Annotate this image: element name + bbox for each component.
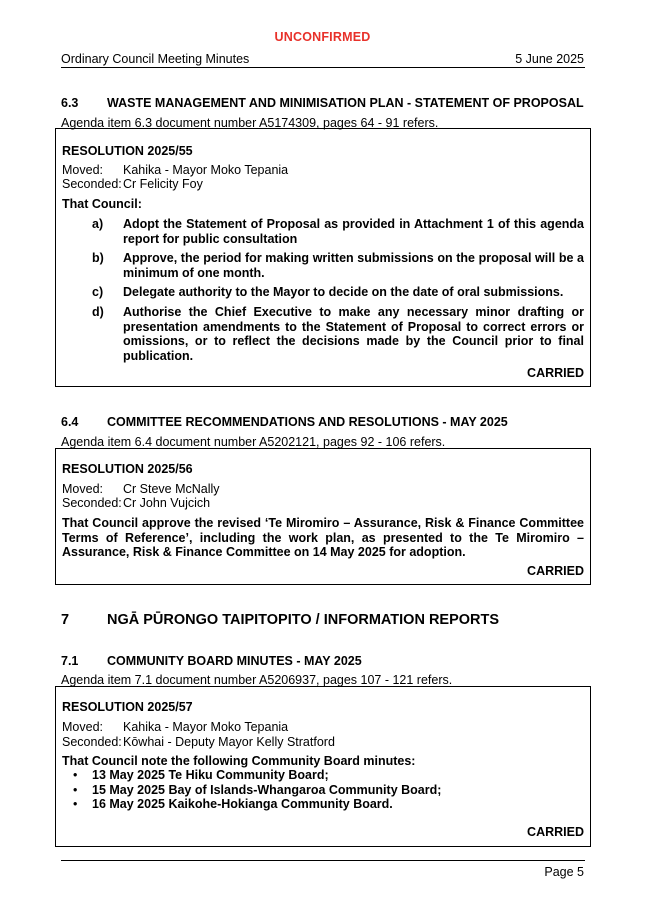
section-6-4-number: 6.4	[61, 415, 79, 429]
list-item-letter: b)	[92, 251, 104, 265]
resolution-2025-55-title: RESOLUTION 2025/55	[62, 144, 193, 158]
list-item-text: Delegate authority to the Mayor to decide on the date of oral submissions.	[123, 285, 564, 299]
resolution-intro: That Council note the following Community Board minutes:	[62, 754, 416, 768]
list-item: 16 May 2025 Kaikohe-Hokianga Community Board.	[92, 797, 393, 811]
carried-label: CARRIED	[527, 366, 584, 380]
section-6-4-agenda: Agenda item 6.4 document number A5202121, pages 92 - 106 refers.	[61, 435, 446, 449]
moved-value: Kahika - Mayor Moko Tepania	[123, 163, 289, 177]
meeting-date: 5 June 2025	[515, 52, 584, 66]
seconded-value: Cr John Vujcich	[123, 496, 211, 510]
resolution-2025-56-title: RESOLUTION 2025/56	[62, 462, 193, 476]
list-item-letter: d)	[92, 305, 104, 319]
section-7-1-title: COMMUNITY BOARD MINUTES - MAY 2025	[107, 654, 362, 668]
seconded-value: Cr Felicity Foy	[123, 177, 203, 191]
list-item-text: Approve, the period for making written submissions on the proposal will be a minimum of one month.	[123, 251, 584, 280]
moved-value: Cr Steve McNally	[123, 482, 220, 496]
footer-divider	[61, 860, 585, 861]
section-6-4-title: COMMITTEE RECOMMENDATIONS AND RESOLUTIONS - MAY 2025	[107, 415, 508, 429]
resolution-text: That Council approve the revised ‘Te Miromiro – Assurance, Risk & Finance Committee Terms of Reference’, including the work plan, as presented to the Te Miromiro – Assurance, Risk & Finance Committee on 14 May 2025 for adoption.	[62, 516, 584, 559]
moved-label: Moved:	[62, 720, 103, 734]
resolution-intro: That Council:	[62, 197, 142, 211]
seconded-label: Seconded:	[62, 735, 122, 749]
section-6-3-number: 6.3	[61, 96, 79, 110]
list-item: 15 May 2025 Bay of Islands-Whangaroa Community Board;	[92, 783, 442, 797]
carried-label: CARRIED	[527, 564, 584, 578]
section-7-1-number: 7.1	[61, 654, 79, 668]
seconded-value: Kōwhai - Deputy Mayor Kelly Stratford	[123, 735, 335, 749]
moved-label: Moved:	[62, 482, 103, 496]
section-6-3-title: WASTE MANAGEMENT AND MINIMISATION PLAN - STATEMENT OF PROPOSAL	[107, 96, 584, 110]
unconfirmed-label: UNCONFIRMED	[274, 30, 371, 44]
page-number: Page 5	[544, 865, 584, 879]
section-7-number: 7	[61, 612, 70, 628]
list-item: 13 May 2025 Te Hiku Community Board;	[92, 768, 329, 782]
section-7-title: NGĀ PŪRONGO TAIPITOPITO / INFORMATION REPORTS	[107, 612, 500, 628]
moved-value: Kahika - Mayor Moko Tepania	[123, 720, 289, 734]
list-item-letter: c)	[92, 285, 104, 299]
list-item-text: Authorise the Chief Executive to make any necessary minor drafting or presentation amendments to the Statement of Proposal to correct errors or omissions, or to reflect the decisions made by the Council prior to final publication.	[123, 305, 584, 363]
seconded-label: Seconded:	[62, 177, 122, 191]
carried-label: CARRIED	[527, 825, 584, 839]
bullet-icon: •	[73, 768, 78, 782]
section-7-1-agenda: Agenda item 7.1 document number A5206937, pages 107 - 121 refers.	[61, 673, 453, 687]
bullet-icon: •	[73, 783, 78, 797]
section-6-3-agenda: Agenda item 6.3 document number A5174309, pages 64 - 91 refers.	[61, 116, 439, 130]
seconded-label: Seconded:	[62, 496, 122, 510]
bullet-icon: •	[73, 797, 78, 811]
header-divider	[61, 67, 585, 68]
list-item-text: Adopt the Statement of Proposal as provided in Attachment 1 of this agenda report for public consultation	[123, 217, 584, 246]
list-item-letter: a)	[92, 217, 104, 231]
meeting-title: Ordinary Council Meeting Minutes	[61, 52, 250, 66]
moved-label: Moved:	[62, 163, 103, 177]
resolution-2025-57-title: RESOLUTION 2025/57	[62, 700, 193, 714]
